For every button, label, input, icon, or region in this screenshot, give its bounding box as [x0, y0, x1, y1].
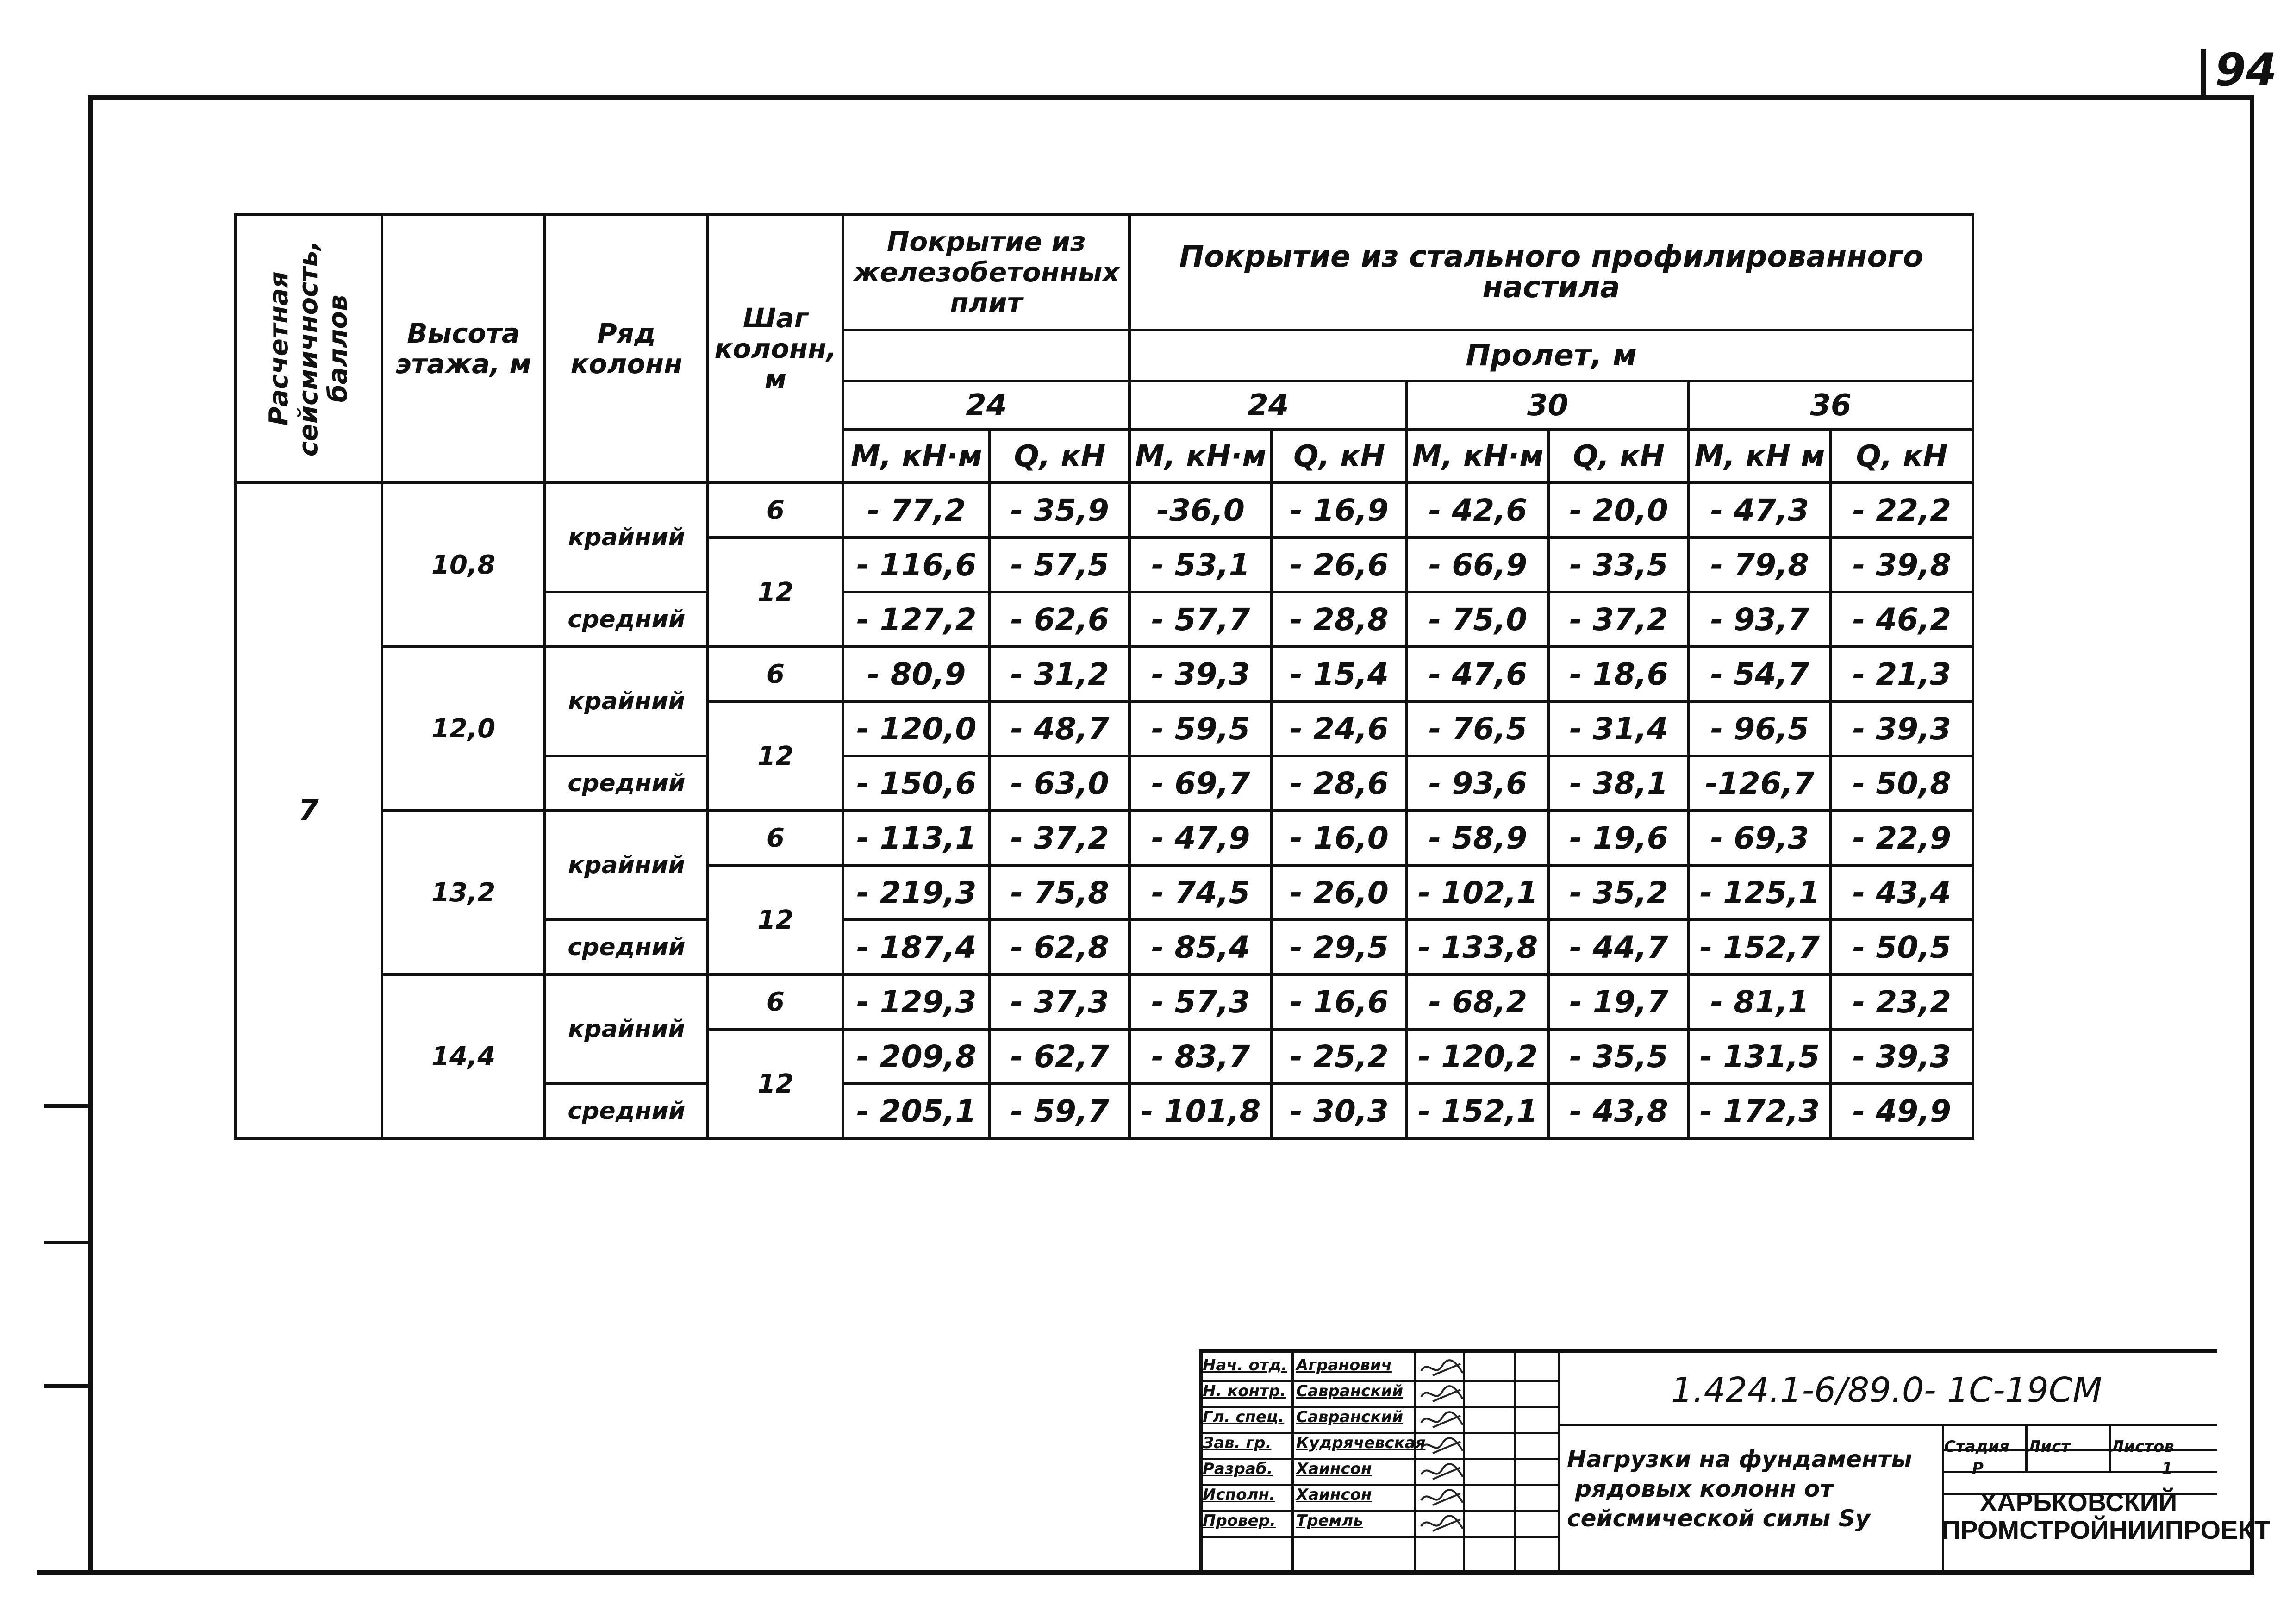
stage-value: Р: [1972, 1459, 1984, 1478]
column-row-cell: крайний: [545, 811, 708, 920]
header-rc-cover: Покрытие из железобетонных плит: [843, 214, 1129, 330]
margin-tick: [44, 1241, 90, 1244]
moment-value-cell: - 68,2: [1407, 974, 1549, 1029]
column-step-cell: 12: [708, 701, 843, 811]
shear-value-cell: - 19,7: [1549, 974, 1689, 1029]
shear-value-cell: - 43,8: [1549, 1084, 1689, 1138]
moment-value-cell: - 75,0: [1407, 592, 1549, 647]
role-label: Нач. отд.: [1203, 1356, 1287, 1374]
moment-value-cell: - 85,4: [1129, 920, 1272, 974]
margin-tick: [44, 1384, 90, 1388]
moment-value-cell: - 150,6: [843, 756, 990, 811]
shear-value-cell: - 39,3: [1831, 701, 1973, 756]
shear-value-cell: - 35,2: [1549, 865, 1689, 920]
header-span-value: 24: [843, 381, 1129, 430]
column-row-cell: средний: [545, 756, 708, 811]
person-name: Савранский: [1296, 1382, 1404, 1400]
signature: [1419, 1435, 1474, 1456]
column-step-cell: 6: [708, 974, 843, 1029]
moment-value-cell: - 76,5: [1407, 701, 1549, 756]
shear-value-cell: - 37,2: [990, 811, 1129, 865]
moment-value-cell: - 66,9: [1407, 537, 1549, 592]
seismicity-cell: 7: [235, 483, 382, 1138]
moment-value-cell: - 129,3: [843, 974, 990, 1029]
moment-value-cell: - 47,9: [1129, 811, 1272, 865]
header-floor-height: Высота этажа, м: [382, 214, 545, 483]
header-q: Q, кН: [1272, 430, 1407, 483]
org-line: ПРОМСТРОЙНИИПРОЕКТ: [1942, 1515, 2271, 1544]
shear-value-cell: - 59,7: [990, 1084, 1129, 1138]
column-row-cell: средний: [545, 920, 708, 974]
shear-value-cell: - 16,9: [1272, 483, 1407, 537]
shear-value-cell: - 35,9: [990, 483, 1129, 537]
moment-value-cell: - 57,7: [1129, 592, 1272, 647]
moment-value-cell: - 57,3: [1129, 974, 1272, 1029]
shear-value-cell: - 62,6: [990, 592, 1129, 647]
header-q: Q, кН: [990, 430, 1129, 483]
floor-height-cell: 12,0: [382, 647, 545, 811]
moment-value-cell: - 77,2: [843, 483, 990, 537]
moment-value-cell: - 131,5: [1689, 1029, 1831, 1084]
role-label: Провер.: [1203, 1512, 1276, 1530]
shear-value-cell: - 49,9: [1831, 1084, 1973, 1138]
table-row: [235, 647, 1973, 701]
shear-value-cell: - 29,5: [1272, 920, 1407, 974]
signature: [1419, 1487, 1474, 1508]
title-block-line: [1558, 1349, 1560, 1572]
table-body: [235, 214, 1973, 1138]
shear-value-cell: - 44,7: [1549, 920, 1689, 974]
shear-value-cell: - 39,3: [1831, 1029, 1973, 1084]
document-title: Нагрузки на фундаменты рядовых колонн от сейсмической силы Sy: [1567, 1446, 1912, 1532]
header-m: М, кН м: [1689, 430, 1831, 483]
shear-value-cell: - 19,6: [1549, 811, 1689, 865]
moment-value-cell: - 125,1: [1689, 865, 1831, 920]
moment-value-cell: - 58,9: [1407, 811, 1549, 865]
moment-value-cell: - 42,6: [1407, 483, 1549, 537]
sheet-value: 1: [2162, 1459, 2173, 1478]
shear-value-cell: - 48,7: [990, 701, 1129, 756]
column-row-cell: крайний: [545, 647, 708, 756]
moment-value-cell: - 80,9: [843, 647, 990, 701]
column-row-cell: крайний: [545, 974, 708, 1084]
header-steel-cover: Покрытие из стального профилированного настила: [1129, 214, 1973, 330]
column-row-cell: средний: [545, 592, 708, 647]
shear-value-cell: - 35,5: [1549, 1029, 1689, 1084]
moment-value-cell: - 47,3: [1689, 483, 1831, 537]
shear-value-cell: - 38,1: [1549, 756, 1689, 811]
person-name: Тремль: [1296, 1512, 1363, 1530]
header-span-value: 36: [1689, 381, 1973, 430]
moment-value-cell: - 54,7: [1689, 647, 1831, 701]
moment-value-cell: - 93,7: [1689, 592, 1831, 647]
column-step-cell: 6: [708, 811, 843, 865]
shear-value-cell: - 24,6: [1272, 701, 1407, 756]
org-line: ХАРЬКОВСКИЙ: [1979, 1487, 2177, 1517]
moment-value-cell: - 74,5: [1129, 865, 1272, 920]
moment-value-cell: - 187,4: [843, 920, 990, 974]
moment-value-cell: - 101,8: [1129, 1084, 1272, 1138]
moment-value-cell: -36,0: [1129, 483, 1272, 537]
moment-value-cell: - 102,1: [1407, 865, 1549, 920]
role-label: Разраб.: [1203, 1460, 1273, 1478]
shear-value-cell: - 22,9: [1831, 811, 1973, 865]
floor-height-cell: 14,4: [382, 974, 545, 1138]
column-row-cell: средний: [545, 1084, 708, 1138]
shear-value-cell: - 23,2: [1831, 974, 1973, 1029]
header-span-value: 30: [1407, 381, 1689, 430]
moment-value-cell: - 133,8: [1407, 920, 1549, 974]
column-step-cell: 12: [708, 865, 843, 974]
moment-value-cell: - 152,1: [1407, 1084, 1549, 1138]
shear-value-cell: - 62,7: [990, 1029, 1129, 1084]
header-q: Q, кН: [1549, 430, 1689, 483]
document-code: 1.424.1-6/89.0- 1С-19СМ: [1671, 1370, 2103, 1410]
header-rc-blank: [843, 330, 1129, 381]
moment-value-cell: - 127,2: [843, 592, 990, 647]
table-row: [235, 483, 1973, 537]
shear-value-cell: - 37,2: [1549, 592, 1689, 647]
table-row: [235, 811, 1973, 865]
column-row-cell: крайний: [545, 483, 708, 592]
header-column-row: Ряд колонн: [545, 214, 708, 483]
title-block-line: [1514, 1349, 1516, 1572]
header-q: Q, кН: [1831, 430, 1973, 483]
signature: [1419, 1409, 1474, 1430]
column-step-cell: 12: [708, 1029, 843, 1138]
moment-value-cell: - 69,3: [1689, 811, 1831, 865]
shear-value-cell: - 22,2: [1831, 483, 1973, 537]
shear-value-cell: - 26,6: [1272, 537, 1407, 592]
sheet-label: Лист: [2028, 1437, 2070, 1456]
title-block-line: [1292, 1349, 1294, 1572]
person-name: Кудрячевская: [1296, 1434, 1426, 1452]
floor-height-cell: 10,8: [382, 483, 545, 647]
header-span: Пролет, м: [1129, 330, 1973, 381]
shear-value-cell: - 28,6: [1272, 756, 1407, 811]
shear-value-cell: - 57,5: [990, 537, 1129, 592]
moment-value-cell: - 172,3: [1689, 1084, 1831, 1138]
moment-value-cell: - 83,7: [1129, 1029, 1272, 1084]
shear-value-cell: - 21,3: [1831, 647, 1973, 701]
header-m: М, кН·м: [843, 430, 990, 483]
header-seismicity: Расчетная сейсмичность, баллов: [235, 214, 382, 483]
shear-value-cell: - 20,0: [1549, 483, 1689, 537]
page-number: 94: [2215, 44, 2277, 96]
signature: [1419, 1461, 1474, 1482]
sheets-label: Листов: [2111, 1437, 2174, 1456]
role-label: Зав. гр.: [1203, 1434, 1272, 1452]
person-name: Хаинсон: [1296, 1486, 1372, 1504]
shear-value-cell: - 16,6: [1272, 974, 1407, 1029]
moment-value-cell: - 116,6: [843, 537, 990, 592]
shear-value-cell: - 37,3: [990, 974, 1129, 1029]
header-m: М, кН·м: [1407, 430, 1549, 483]
shear-value-cell: - 31,2: [990, 647, 1129, 701]
moment-value-cell: - 219,3: [843, 865, 990, 920]
floor-height-cell: 13,2: [382, 811, 545, 974]
column-step-cell: 12: [708, 537, 843, 647]
moment-value-cell: - 93,6: [1407, 756, 1549, 811]
loads-table: [234, 213, 1974, 1140]
header-column-step: Шаг колонн, м: [708, 214, 843, 483]
role-label: Н. контр.: [1203, 1382, 1286, 1400]
shear-value-cell: - 62,8: [990, 920, 1129, 974]
moment-value-cell: - 120,2: [1407, 1029, 1549, 1084]
moment-value-cell: - 209,8: [843, 1029, 990, 1084]
shear-value-cell: - 75,8: [990, 865, 1129, 920]
shear-value-cell: - 46,2: [1831, 592, 1973, 647]
header-m: М, кН·м: [1129, 430, 1272, 483]
moment-value-cell: - 205,1: [843, 1084, 990, 1138]
person-name: Агранович: [1296, 1356, 1392, 1374]
moment-value-cell: - 59,5: [1129, 701, 1272, 756]
person-name: Хаинсон: [1296, 1460, 1372, 1478]
role-label: Гл. спец.: [1203, 1408, 1285, 1426]
column-step-cell: 6: [708, 647, 843, 701]
title-block-line: [1558, 1424, 2217, 1426]
shear-value-cell: - 15,4: [1272, 647, 1407, 701]
shear-value-cell: - 16,0: [1272, 811, 1407, 865]
moment-value-cell: - 113,1: [843, 811, 990, 865]
person-name: Савранский: [1296, 1408, 1404, 1426]
shear-value-cell: - 63,0: [990, 756, 1129, 811]
shear-value-cell: - 50,5: [1831, 920, 1973, 974]
column-step-cell: 6: [708, 483, 843, 537]
organization-name: [1942, 1487, 2271, 1544]
moment-value-cell: - 96,5: [1689, 701, 1831, 756]
shear-value-cell: - 39,8: [1831, 537, 1973, 592]
shear-value-cell: - 31,4: [1549, 701, 1689, 756]
moment-value-cell: - 53,1: [1129, 537, 1272, 592]
stage-label: Стадия: [1944, 1437, 2009, 1456]
shear-value-cell: - 26,0: [1272, 865, 1407, 920]
shear-value-cell: - 30,3: [1272, 1084, 1407, 1138]
signature: [1419, 1357, 1474, 1378]
moment-value-cell: - 69,7: [1129, 756, 1272, 811]
role-label: Исполн.: [1203, 1486, 1275, 1504]
header-span-value: 24: [1129, 381, 1407, 430]
moment-value-cell: - 39,3: [1129, 647, 1272, 701]
table-row: [235, 974, 1973, 1029]
signature: [1419, 1383, 1474, 1404]
moment-value-cell: - 120,0: [843, 701, 990, 756]
moment-value-cell: -126,7: [1689, 756, 1831, 811]
shear-value-cell: - 33,5: [1549, 537, 1689, 592]
shear-value-cell: - 43,4: [1831, 865, 1973, 920]
moment-value-cell: - 47,6: [1407, 647, 1549, 701]
margin-tick: [44, 1104, 90, 1108]
shear-value-cell: - 28,8: [1272, 592, 1407, 647]
signature: [1419, 1512, 1474, 1534]
moment-value-cell: - 81,1: [1689, 974, 1831, 1029]
shear-value-cell: - 25,2: [1272, 1029, 1407, 1084]
title-block-line: [1199, 1536, 1560, 1538]
page-number-bracket: [2201, 49, 2206, 100]
shear-value-cell: - 18,6: [1549, 647, 1689, 701]
title-block-line: [1414, 1349, 1416, 1572]
moment-value-cell: - 152,7: [1689, 920, 1831, 974]
shear-value-cell: - 50,8: [1831, 756, 1973, 811]
moment-value-cell: - 79,8: [1689, 537, 1831, 592]
